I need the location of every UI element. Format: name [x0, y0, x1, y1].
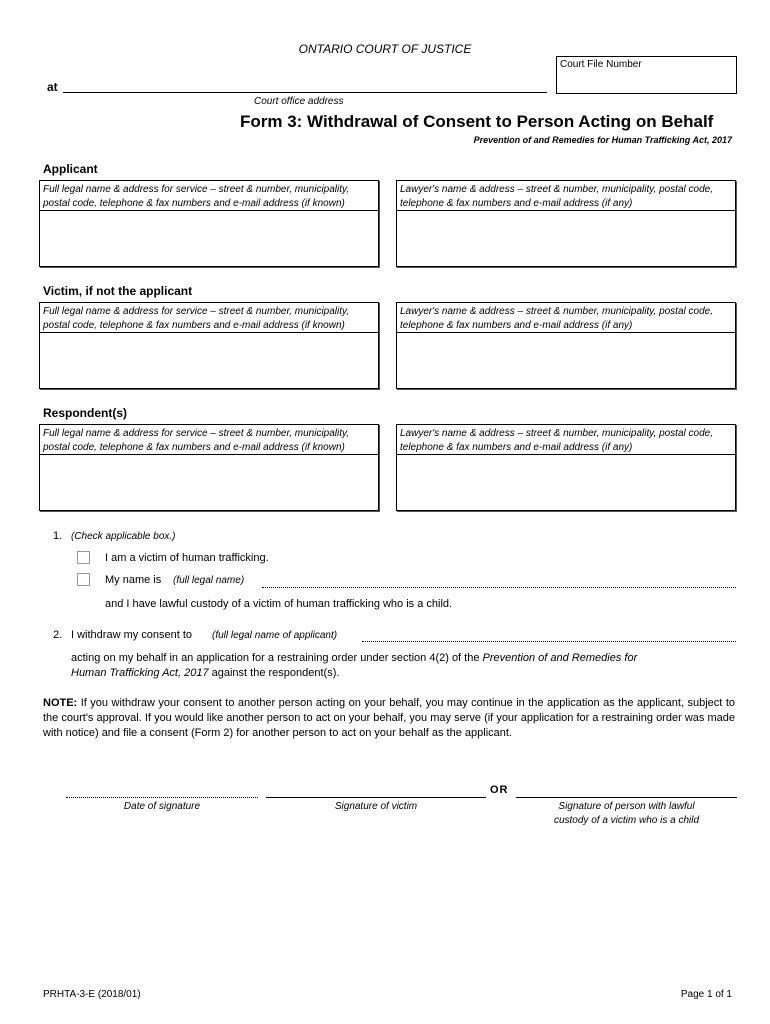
- at-label: at: [47, 80, 58, 94]
- victim-checkbox[interactable]: [77, 551, 90, 564]
- item1-number: 1.: [53, 530, 63, 542]
- or-label: OR: [490, 784, 509, 796]
- court-file-number-field[interactable]: [556, 56, 737, 94]
- respondent-address-box[interactable]: [39, 424, 379, 511]
- custodian-name-field[interactable]: [262, 587, 736, 588]
- page-number: Page 1 of 1: [680, 989, 732, 1000]
- item2-body-end: against the respondent(s).: [211, 667, 340, 679]
- note-paragraph: [43, 696, 735, 741]
- custodian-signature-field[interactable]: [516, 797, 737, 798]
- option-custodian-hint: (full legal name): [173, 575, 245, 586]
- option-custodian-prefix: My name is: [105, 574, 162, 586]
- page-title: Form 3: Withdrawal of Consent to Person Acting on Behalf: [240, 112, 714, 131]
- respondent-heading: Respondent(s): [43, 406, 127, 420]
- victim-signature-label: Signature of victim: [334, 801, 418, 812]
- date-signature-field[interactable]: [66, 797, 258, 798]
- victim-signature-field[interactable]: [266, 797, 486, 798]
- custodian-signature-label-1: Signature of person with lawful: [558, 801, 695, 812]
- act-title: Prevention of and Remedies for Human Trafficking Act, 2017: [473, 135, 732, 145]
- custodian-signature-label-2: custody of a victim who is a child: [553, 815, 700, 826]
- form-code: PRHTA-3-E (2018/01): [43, 989, 141, 1000]
- item2-act-part1: Prevention of and Remedies for: [482, 652, 638, 664]
- applicant-address-box[interactable]: [39, 180, 379, 267]
- item1-instruction: (Check applicable box.): [71, 531, 176, 542]
- respondent-lawyer-label: Lawyer's name & address – street & number, municipality, postal code, telephone & fax numbers and e-mail address (if any): [397, 425, 735, 455]
- item2-prefix: I withdraw my consent to: [71, 629, 193, 641]
- applicant-name-field[interactable]: [362, 641, 736, 642]
- item2-body-start: acting on my behalf in an application for a restraining order under section 4(2) of the: [71, 652, 480, 664]
- respondent-lawyer-box[interactable]: [396, 424, 736, 511]
- court-office-label: Court office address: [254, 96, 344, 107]
- item2-body: [71, 651, 735, 666]
- applicant-lawyer-label: Lawyer's name & address – street & number, municipality, postal code, telephone & fax numbers and e-mail address (if any): [397, 181, 735, 211]
- respondent-address-label: Full legal name & address for service – street & number, municipality, postal code, telephone & fax numbers and e-mail address (if known): [40, 425, 378, 455]
- court-name: ONTARIO COURT OF JUSTICE: [298, 42, 472, 56]
- option-custodian-suffix: and I have lawful custody of a victim of human trafficking who is a child.: [105, 598, 453, 610]
- note-label: NOTE:: [43, 697, 78, 709]
- victim-lawyer-label: Lawyer's name & address – street & number, municipality, postal code, telephone & fax numbers and e-mail address (if any): [397, 303, 735, 333]
- item2-act-part2: Human Trafficking Act, 2017: [71, 667, 209, 679]
- item2-hint: (full legal name of applicant): [212, 630, 338, 641]
- victim-lawyer-box[interactable]: [396, 302, 736, 389]
- court-file-number-label: Court File Number: [560, 59, 642, 70]
- victim-address-label: Full legal name & address for service – street & number, municipality, postal code, telephone & fax numbers and e-mail address (if known): [40, 303, 378, 333]
- date-signature-label: Date of signature: [123, 801, 201, 812]
- item2-number: 2.: [53, 629, 63, 641]
- applicant-lawyer-box[interactable]: [396, 180, 736, 267]
- item2-body-line2: [71, 666, 735, 681]
- custodian-checkbox[interactable]: [77, 573, 90, 586]
- note-text: If you withdraw your consent to another person acting on your behalf, you may continue in the application as the applicant, subject to the court's approval. If you would like another person to act on your behalf, you may serve (if your application for a restraining order was made with notice) and file a consent (Form 2) for another person to act on your behalf as the applicant.: [43, 697, 735, 739]
- applicant-address-label: Full legal name & address for service – street & number, municipality, postal code, telephone & fax numbers and e-mail address (if known): [40, 181, 378, 211]
- victim-heading: Victim, if not the applicant: [43, 284, 193, 298]
- victim-address-box[interactable]: [39, 302, 379, 389]
- court-office-address-field[interactable]: [63, 92, 547, 93]
- applicant-heading: Applicant: [43, 162, 98, 176]
- option-victim-label: I am a victim of human trafficking.: [105, 552, 269, 564]
